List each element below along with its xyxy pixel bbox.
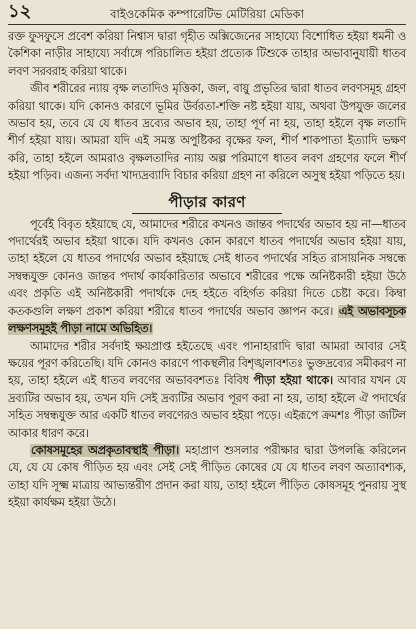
running-title: বাইওকেমিক কম্পারেটিভ মেটিরিয়া মেডিকা [110, 7, 304, 21]
paragraph-4 [8, 338, 406, 442]
paragraph-5 [8, 442, 406, 512]
paragraph-4-bold-text: পীড়া হইয়া থাকে। [253, 374, 333, 388]
page-header [8, 1, 406, 25]
paragraph-4-text-continued: আবার যখন যে দ্রব্যটির অভাব হয়, তখন যদি সেই দ্রব্যটির অভাব পূরণ করা না হয়, তাহা হইলে ঐ পদার্থের সহিত সম্বন্ধযুক্ত আর একটি ধাতব লবণেরও অভাব হইয়া পড়ে। এইরূপে ক্রমশঃ পীড়া জটিল আকার ধারণ করে। [8, 374, 406, 440]
paragraph-3-text: পূর্বেই বিবৃত হইয়াছে যে, আমাদের শরীরে কখনও জান্তব পদার্থের অভাব হয় না—ধাতব পদার্থেরই অভাব হইয়া থাকে। যদি কখনও কোন কারণে ধাতব পদার্থের অভাব হইয়া যায়, তাহা হইলে যে ধাতব পদার্থের অভাব হইয়াছে সেই ধাতব পদার্থের সহিত রাসায়নিক সম্বন্ধে সম্বন্ধযুক্ত কোনও জান্তব পদার্থ কার্যকারিতার অভাবে শরীরের পক্ষে অনিষ্টকারী হইয়া উঠে এবং প্রকৃতি এই অনিষ্টকারী পদার্থকে দেহ হইতে বহির্গত করিয়া দিতে চেষ্টা করে। কিম্বা কতকগুলি লক্ষণ প্রকাশ করিয়া শরীরে ধাতব পদার্থের অভাব জ্ঞাপন করে। [8, 217, 406, 318]
paragraph-1 [8, 28, 406, 80]
page-number: ১২ [8, 1, 32, 22]
paragraph-3 [8, 216, 406, 338]
paragraph-2-text: জীব শরীরের ন্যায় বৃক্ষ লতাদিও মৃত্তিকা, জল, বায়ু প্রভৃতির দ্বারা ধাতব লবণসমূহ গ্রহণ করিয়া থাকে। যদি কোনও কারণে ভূমির উর্বরতা-শক্তি নষ্ট হইয়া যায়, অথবা উপযুক্ত জলের অভাব হয়, তবে যে যে ধাতব দ্রব্যের অভাব হয়, তাহা পূর্ণ না হয়, তাহা হইলে বৃক্ষ লতাদি শীর্ণ হইয়া যায়। আমরা যদি এই সমস্ত অপুষ্টিকর বৃক্ষের ফল, শীর্ণ শাকপাতা ইত্যাদি ভক্ষণ করি, তাহা হইলে আমরাও বৃক্ষলতাদির ন্যায় অল্প পরিমাণে ধাতব লবণ গ্রহণের ফলে শীর্ণ হইয়া পড়িব। এজন্য সর্বদা খাদ্যদ্রব্যাদি বিচার করিয়া গ্রহণ না করিলে অসুস্থ হইয়া পড়িতে হয়। [8, 82, 406, 183]
section-heading: পীড়ার কারণ [132, 191, 282, 214]
paragraph-2 [8, 80, 406, 184]
paragraph-1-text: রক্ত ফুসফুসে প্রবেশ করিয়া নিশ্বাস দ্বারা গৃহীত অক্সিজেনের সাহায্যে বিশোধিত হইয়া ধমনী ও কৈশিকা নাড়ীর সাহায্যে সর্বাঙ্গে পরিচালিত হইয়া প্রত্যেক টিশুকে তাহার অভাবানুযায়ী ধাতব লবণ সরবরাহ করিয়া থাকে। [8, 30, 406, 78]
paragraph-5-text: মহাপ্রাণ শুসলার পরীক্ষার দ্বারা উপলব্ধি করিলেন যে, যে যে কোষ পীড়িত হয় এবং সেই সেই পীড়িত কোষের যে যে ধাতব লবণ অত্যাবশ্যক, তাহা যদি সূক্ষ্ম মাত্রায় আভ্যন্তরীণ প্রদান করা যায়, তাহা হইলে পীড়িত কোষসমূহ পুনরায় সুস্থ হইয়া কার্যক্ষম হইয়া উঠে। [8, 443, 406, 510]
paragraph-4-text: আমাদের শরীর সর্বদাই ক্ষয়প্রাপ্ত হইতেছে এবং পানাহারাদি দ্বারা আমরা আবার সেই ক্ষয়ের পূরণ করিতেছি। যদি কোনও কারণে পাকস্থলীর বিশৃঙ্খলাবশতঃ ভুক্তদ্রব্যের সমীকরণ না হয়, তাহা হইলে এই ধাতব লবণের অভাববশতঃ বিবিধ [8, 339, 406, 388]
highlighted-definition: এই অভাবসূচক লক্ষণসমূহই পীড়া নামে অভিহিত। [8, 304, 406, 336]
highlighted-statement: কোষসমূহের অপ্রকৃতাবস্থাই পীড়া। [31, 443, 179, 457]
